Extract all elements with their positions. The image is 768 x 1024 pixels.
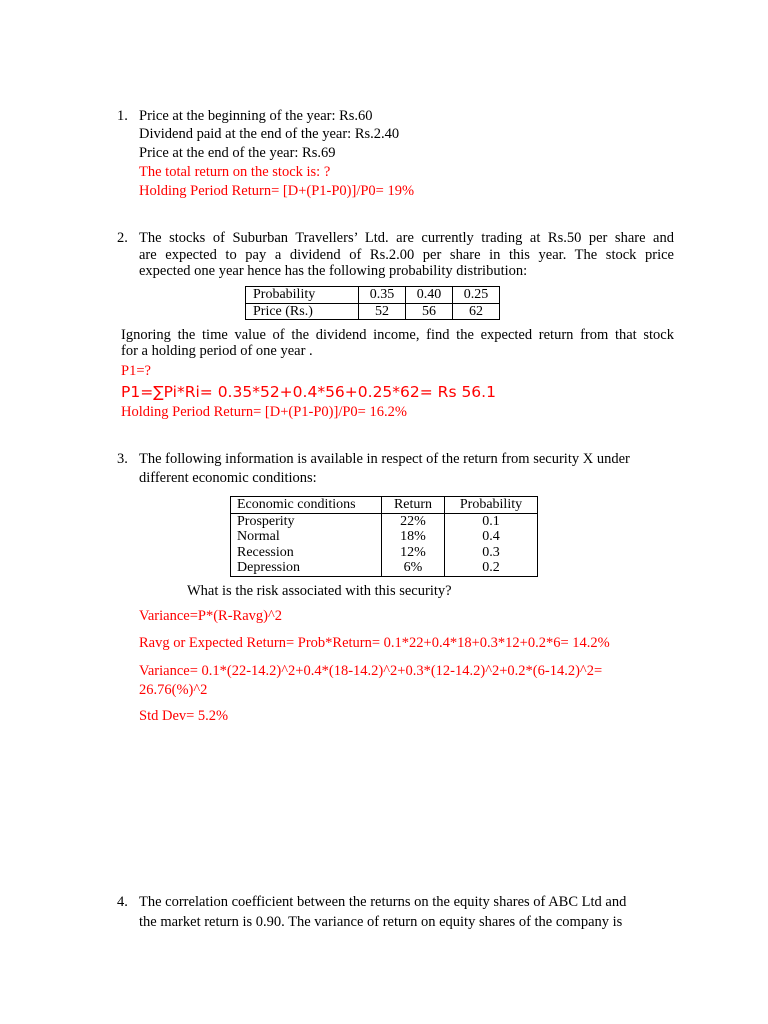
- q4-number: 4.: [117, 894, 128, 910]
- table-cell: Normal: [231, 529, 382, 545]
- economic-conditions-table: [230, 496, 538, 577]
- q3-line-2: different economic conditions:: [139, 470, 317, 486]
- table-header-cell: Economic conditions: [231, 497, 382, 514]
- table-cell: 0.40: [406, 287, 453, 304]
- table-cell: 0.35: [359, 287, 406, 304]
- table-cell: Price (Rs.): [246, 303, 359, 320]
- q3-answer-3: Variance= 0.1*(22-14.2)^2+0.4*(18-14.2)^2+0.3*(12-14.2)^2+0.2*(6-14.2)^2=: [139, 663, 603, 679]
- q2-line-3: expected one year hence has the following probability distribution:: [139, 263, 528, 279]
- table-cell: 12%: [382, 545, 445, 561]
- table-header-row: [231, 497, 538, 514]
- q3-answer-2: Ravg or Expected Return= Prob*Return= 0.1*22+0.4*18+0.3*12+0.2*6= 14.2%: [139, 635, 610, 651]
- q1-number: 1.: [117, 108, 128, 124]
- table-cell: Recession: [231, 545, 382, 561]
- table-cell: 18%: [382, 529, 445, 545]
- table-cell: Probability: [246, 287, 359, 304]
- q1-line-3: Price at the end of the year: Rs.69: [139, 145, 336, 161]
- q2-answer-1: P1=?: [121, 363, 151, 379]
- q3-answer-1: Variance=P*(R-Ravg)^2: [139, 608, 283, 624]
- q1-answer-1: The total return on the stock is: ?: [139, 164, 331, 180]
- q2-after-1: Ignoring the time value of the dividend income, find the expected return from that stock: [121, 327, 674, 343]
- table-cell: 0.1: [445, 513, 538, 529]
- q1-line-1: Price at the beginning of the year: Rs.60: [139, 108, 373, 124]
- table-cell: 0.3: [445, 545, 538, 561]
- table-row: [231, 545, 538, 561]
- q3-line-1: The following information is available in respect of the return from security X under: [139, 451, 630, 467]
- table-row: [231, 560, 538, 576]
- table-cell: 0.25: [453, 287, 500, 304]
- q2-number: 2.: [117, 230, 128, 246]
- q3-answer-5: Std Dev= 5.2%: [139, 708, 229, 724]
- table-cell: Prosperity: [231, 513, 382, 529]
- q1-line-2: Dividend paid at the end of the year: Rs.2.40: [139, 126, 400, 142]
- q3-number: 3.: [117, 451, 128, 467]
- q2-line-2: are expected to pay a dividend of Rs.2.00 per share in this year. The stock price: [139, 247, 674, 263]
- q1-answer-2: Holding Period Return= [D+(P1-P0)]/P0= 19%: [139, 183, 415, 199]
- q4-line-1: The correlation coefficient between the returns on the equity shares of ABC Ltd and: [139, 894, 627, 910]
- table-header-cell: Probability: [445, 497, 538, 514]
- q2-answer-2: P1=∑Pi*Ri= 0.35*52+0.4*56+0.25*62= Rs 56.1: [121, 383, 496, 401]
- table-row: [246, 303, 500, 320]
- table-row: [231, 513, 538, 529]
- q4-line-2: the market return is 0.90. The variance of return on equity shares of the company is: [139, 914, 623, 930]
- table-cell: 0.2: [445, 560, 538, 576]
- q3-question: What is the risk associated with this security?: [187, 583, 452, 599]
- table-header-cell: Return: [382, 497, 445, 514]
- probability-price-table: [245, 286, 500, 320]
- table-row: [246, 287, 500, 304]
- table-cell: 56: [406, 303, 453, 320]
- table-cell: 0.4: [445, 529, 538, 545]
- table-cell: Depression: [231, 560, 382, 576]
- table-cell: 6%: [382, 560, 445, 576]
- table-cell: 52: [359, 303, 406, 320]
- q2-after-2: for a holding period of one year .: [121, 343, 313, 359]
- q2-line-1: The stocks of Suburban Travellers’ Ltd. are currently trading at Rs.50 per share and: [139, 230, 674, 246]
- q3-answer-4: 26.76(%)^2: [139, 682, 208, 698]
- table-cell: 62: [453, 303, 500, 320]
- q2-answer-3: Holding Period Return= [D+(P1-P0)]/P0= 16.2%: [121, 404, 407, 420]
- table-cell: 22%: [382, 513, 445, 529]
- table-row: [231, 529, 538, 545]
